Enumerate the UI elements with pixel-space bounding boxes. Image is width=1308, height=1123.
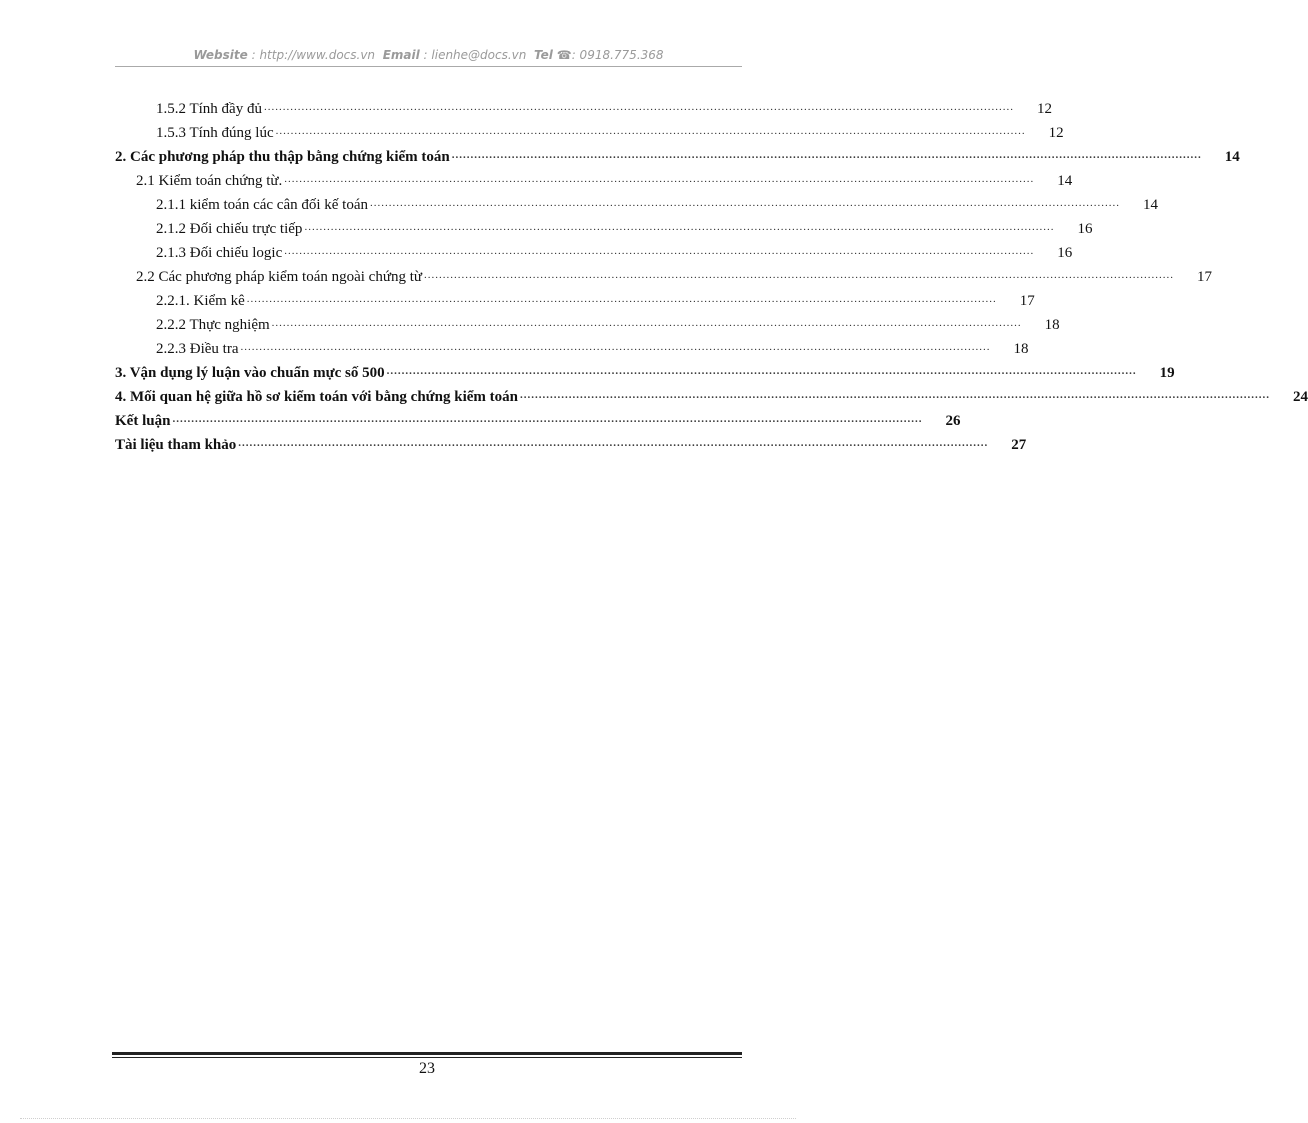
toc-entry[interactable] xyxy=(115,358,1175,382)
toc-entry-label: 2.2.1. Kiểm kê xyxy=(156,293,245,309)
toc-entry[interactable] xyxy=(115,94,1052,118)
toc-entry-page: 24 xyxy=(1293,389,1308,405)
toc-leader-dots: ........................................................................................................................................................................................................ xyxy=(238,437,989,449)
toc-entry-label: 2.1.2 Đối chiếu trực tiếp xyxy=(156,221,303,237)
toc-leader-dots: ........................................................................................................................................................................................................ xyxy=(451,149,1202,161)
toc-leader-dots: ........................................................................................................................................................................................................ xyxy=(424,269,1175,281)
toc-entry-page: 19 xyxy=(1159,365,1175,381)
toc-entry[interactable] xyxy=(115,238,1073,262)
phone-icon: ☎ xyxy=(556,48,572,62)
toc-entry-label: 4. Mối quan hệ giữa hồ sơ kiểm toán với bằng chứng kiểm toán xyxy=(115,389,519,405)
toc-entry-page: 18 xyxy=(1044,317,1060,333)
toc-leader-dots: ........................................................................................................................................................................................................ xyxy=(386,365,1137,377)
toc-leader-dots: ........................................................................................................................................................................................................ xyxy=(520,389,1271,401)
toc-entry[interactable] xyxy=(115,142,1240,166)
toc-leader-dots: ........................................................................................................................................................................................................ xyxy=(246,293,997,305)
toc-entry[interactable] xyxy=(115,406,961,430)
toc-entry-page: 17 xyxy=(1197,269,1213,285)
toc-entry-label: 1.5.3 Tính đúng lúc xyxy=(156,125,274,141)
toc-entry-label: Tài liệu tham khảo xyxy=(115,437,237,453)
toc-entry[interactable] xyxy=(115,382,1308,406)
toc-entry-page: 26 xyxy=(945,413,961,429)
website-label: Website xyxy=(193,48,248,62)
toc-leader-dots: ........................................................................................................................................................................................................ xyxy=(304,221,1055,233)
toc-entry-label: 2.1.1 kiểm toán các cân đối kế toán xyxy=(156,197,369,213)
email-value: : lienhe@docs.vn xyxy=(423,48,527,62)
toc-leader-dots: ........................................................................................................................................................................................................ xyxy=(284,173,1035,185)
toc-leader-dots: ........................................................................................................................................................................................................ xyxy=(370,197,1121,209)
toc-entry[interactable] xyxy=(115,190,1159,214)
toc-entry-label: 1.5.2 Tính đầy đủ xyxy=(156,101,262,117)
toc-leader-dots: ........................................................................................................................................................................................................ xyxy=(172,413,923,425)
toc-leader-dots: ........................................................................................................................................................................................................ xyxy=(263,101,1014,113)
toc-entry-label: 3. Vận dụng lý luận vào chuẩn mực số 500 xyxy=(115,365,385,381)
header-divider xyxy=(115,66,742,67)
email-label: Email xyxy=(382,48,420,62)
toc-leader-dots: ........................................................................................................................................................................................................ xyxy=(284,245,1035,257)
toc-entry[interactable] xyxy=(115,430,1027,454)
toc-entry-label: 2.2.3 Điều tra xyxy=(156,341,239,357)
toc-leader-dots: ........................................................................................................................................................................................................ xyxy=(240,341,991,353)
toc-entry-label: 2.2 Các phương pháp kiểm toán ngoài chứng từ xyxy=(136,269,423,285)
toc-entry-page: 14 xyxy=(1057,173,1073,189)
toc-entry-page: 14 xyxy=(1224,149,1240,165)
toc-leader-dots: ........................................................................................................................................................................................................ xyxy=(275,125,1026,137)
page-header xyxy=(115,48,742,62)
toc-entry[interactable] xyxy=(115,118,1064,142)
toc-entry-page: 17 xyxy=(1019,293,1035,309)
toc-entry-page: 18 xyxy=(1013,341,1029,357)
toc-entry[interactable] xyxy=(115,166,1073,190)
toc-entry-page: 27 xyxy=(1011,437,1027,453)
toc-entry-page: 14 xyxy=(1143,197,1159,213)
toc-entry-page: 16 xyxy=(1057,245,1073,261)
toc-entry[interactable] xyxy=(115,334,1029,358)
toc-entry-label: Kết luận xyxy=(115,413,171,429)
page-bottom-dotted-line xyxy=(20,1118,796,1119)
footer-divider-thin xyxy=(112,1057,742,1058)
toc-entry-label: 2.2.2 Thực nghiệm xyxy=(156,317,270,333)
toc-entry-label: 2. Các phương pháp thu thập bằng chứng kiểm toán xyxy=(115,149,450,165)
footer-divider-thick xyxy=(112,1052,742,1055)
toc-entry-page: 12 xyxy=(1048,125,1064,141)
tel-value: : 0918.775.368 xyxy=(571,48,664,62)
table-of-contents xyxy=(115,94,1308,454)
tel-label: Tel xyxy=(534,48,553,62)
toc-entry-label: 2.1.3 Đối chiếu logic xyxy=(156,245,283,261)
website-value: : http://www.docs.vn xyxy=(251,48,376,62)
page-number: 23 xyxy=(419,1060,435,1077)
toc-entry[interactable] xyxy=(115,310,1060,334)
toc-leader-dots: ........................................................................................................................................................................................................ xyxy=(271,317,1022,329)
toc-entry-page: 16 xyxy=(1077,221,1093,237)
toc-entry[interactable] xyxy=(115,262,1213,286)
toc-entry[interactable] xyxy=(115,286,1035,310)
toc-entry[interactable] xyxy=(115,214,1093,238)
toc-entry-page: 12 xyxy=(1036,101,1052,117)
toc-entry-label: 2.1 Kiểm toán chứng từ. xyxy=(136,173,283,189)
